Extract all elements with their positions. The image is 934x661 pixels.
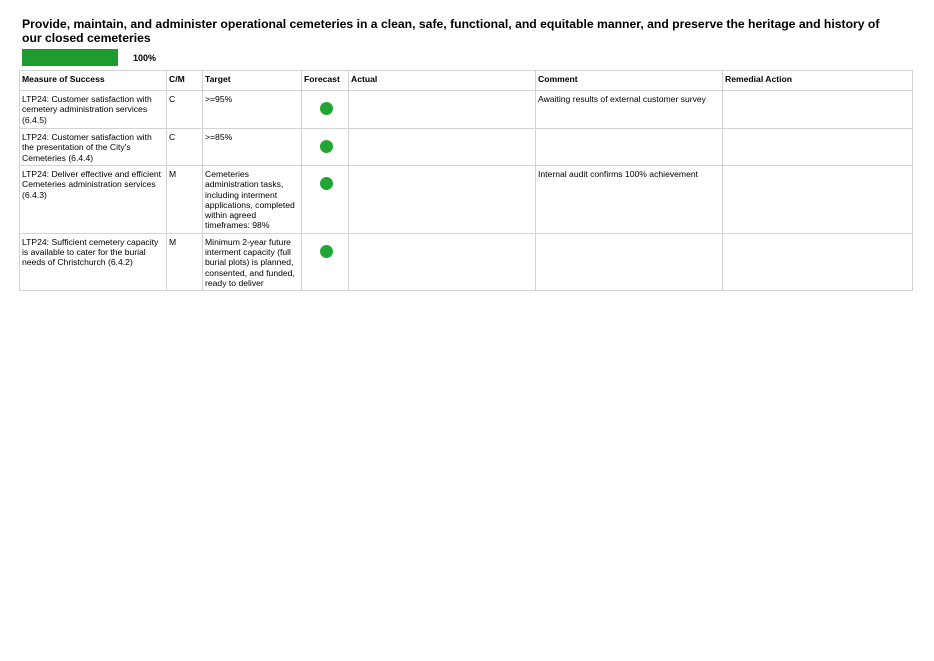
remedial-action-cell	[723, 166, 913, 234]
status-dot-icon	[320, 245, 333, 258]
target-cell: Cemeteries administration tasks, including interment applications, completed within agreed timeframes: 98%	[203, 166, 302, 234]
column-header-target: Target	[203, 71, 302, 91]
column-header-actual: Actual	[349, 71, 536, 91]
table-header-row	[20, 71, 913, 91]
column-header-cm: C/M	[167, 71, 203, 91]
remedial-action-cell	[723, 233, 913, 290]
cm-cell: C	[167, 129, 203, 166]
cm-cell: M	[167, 166, 203, 234]
measure-cell: LTP24: Customer satisfaction with cemetery administration services (6.4.5)	[20, 91, 167, 129]
remedial-action-cell	[723, 91, 913, 129]
actual-cell	[349, 129, 536, 166]
forecast-cell	[302, 129, 349, 166]
progress-bar	[22, 49, 118, 66]
table-row	[20, 166, 913, 234]
table-row	[20, 129, 913, 166]
progress-fill	[22, 49, 118, 66]
target-cell: >=85%	[203, 129, 302, 166]
status-dot-icon	[320, 177, 333, 190]
comment-cell: Awaiting results of external customer survey	[536, 91, 723, 129]
column-header-remedial-action: Remedial Action	[723, 71, 913, 91]
comment-cell: Internal audit confirms 100% achievement	[536, 166, 723, 234]
column-header-measure: Measure of Success	[20, 71, 167, 91]
measure-cell: LTP24: Customer satisfaction with the presentation of the City's Cemeteries (6.4.4)	[20, 129, 167, 166]
actual-cell	[349, 166, 536, 234]
cm-cell: C	[167, 91, 203, 129]
measure-cell: LTP24: Deliver effective and efficient Cemeteries administration services (6.4.3)	[20, 166, 167, 234]
cm-cell: M	[167, 233, 203, 290]
column-header-comment: Comment	[536, 71, 723, 91]
page-title: Provide, maintain, and administer operational cemeteries in a clean, safe, functional, and equitable manner, and preserve the heritage and history of our closed cemeteries	[22, 17, 880, 45]
forecast-cell	[302, 166, 349, 234]
measures-table	[19, 70, 913, 291]
status-dot-icon	[320, 140, 333, 153]
table-row	[20, 91, 913, 129]
status-dot-icon	[320, 102, 333, 115]
table-row	[20, 233, 913, 290]
comment-cell	[536, 233, 723, 290]
remedial-action-cell	[723, 129, 913, 166]
actual-cell	[349, 233, 536, 290]
measure-cell: LTP24: Sufficient cemetery capacity is available to cater for the burial needs of Christchurch (6.4.2)	[20, 233, 167, 290]
target-cell: >=95%	[203, 91, 302, 129]
actual-cell	[349, 91, 536, 129]
forecast-cell	[302, 91, 349, 129]
column-header-forecast: Forecast	[302, 71, 349, 91]
comment-cell	[536, 129, 723, 166]
target-cell: Minimum 2-year future interment capacity (full burial plots) is planned, consented, and funded, ready to deliver	[203, 233, 302, 290]
forecast-cell	[302, 233, 349, 290]
progress-label: 100%	[133, 53, 157, 63]
